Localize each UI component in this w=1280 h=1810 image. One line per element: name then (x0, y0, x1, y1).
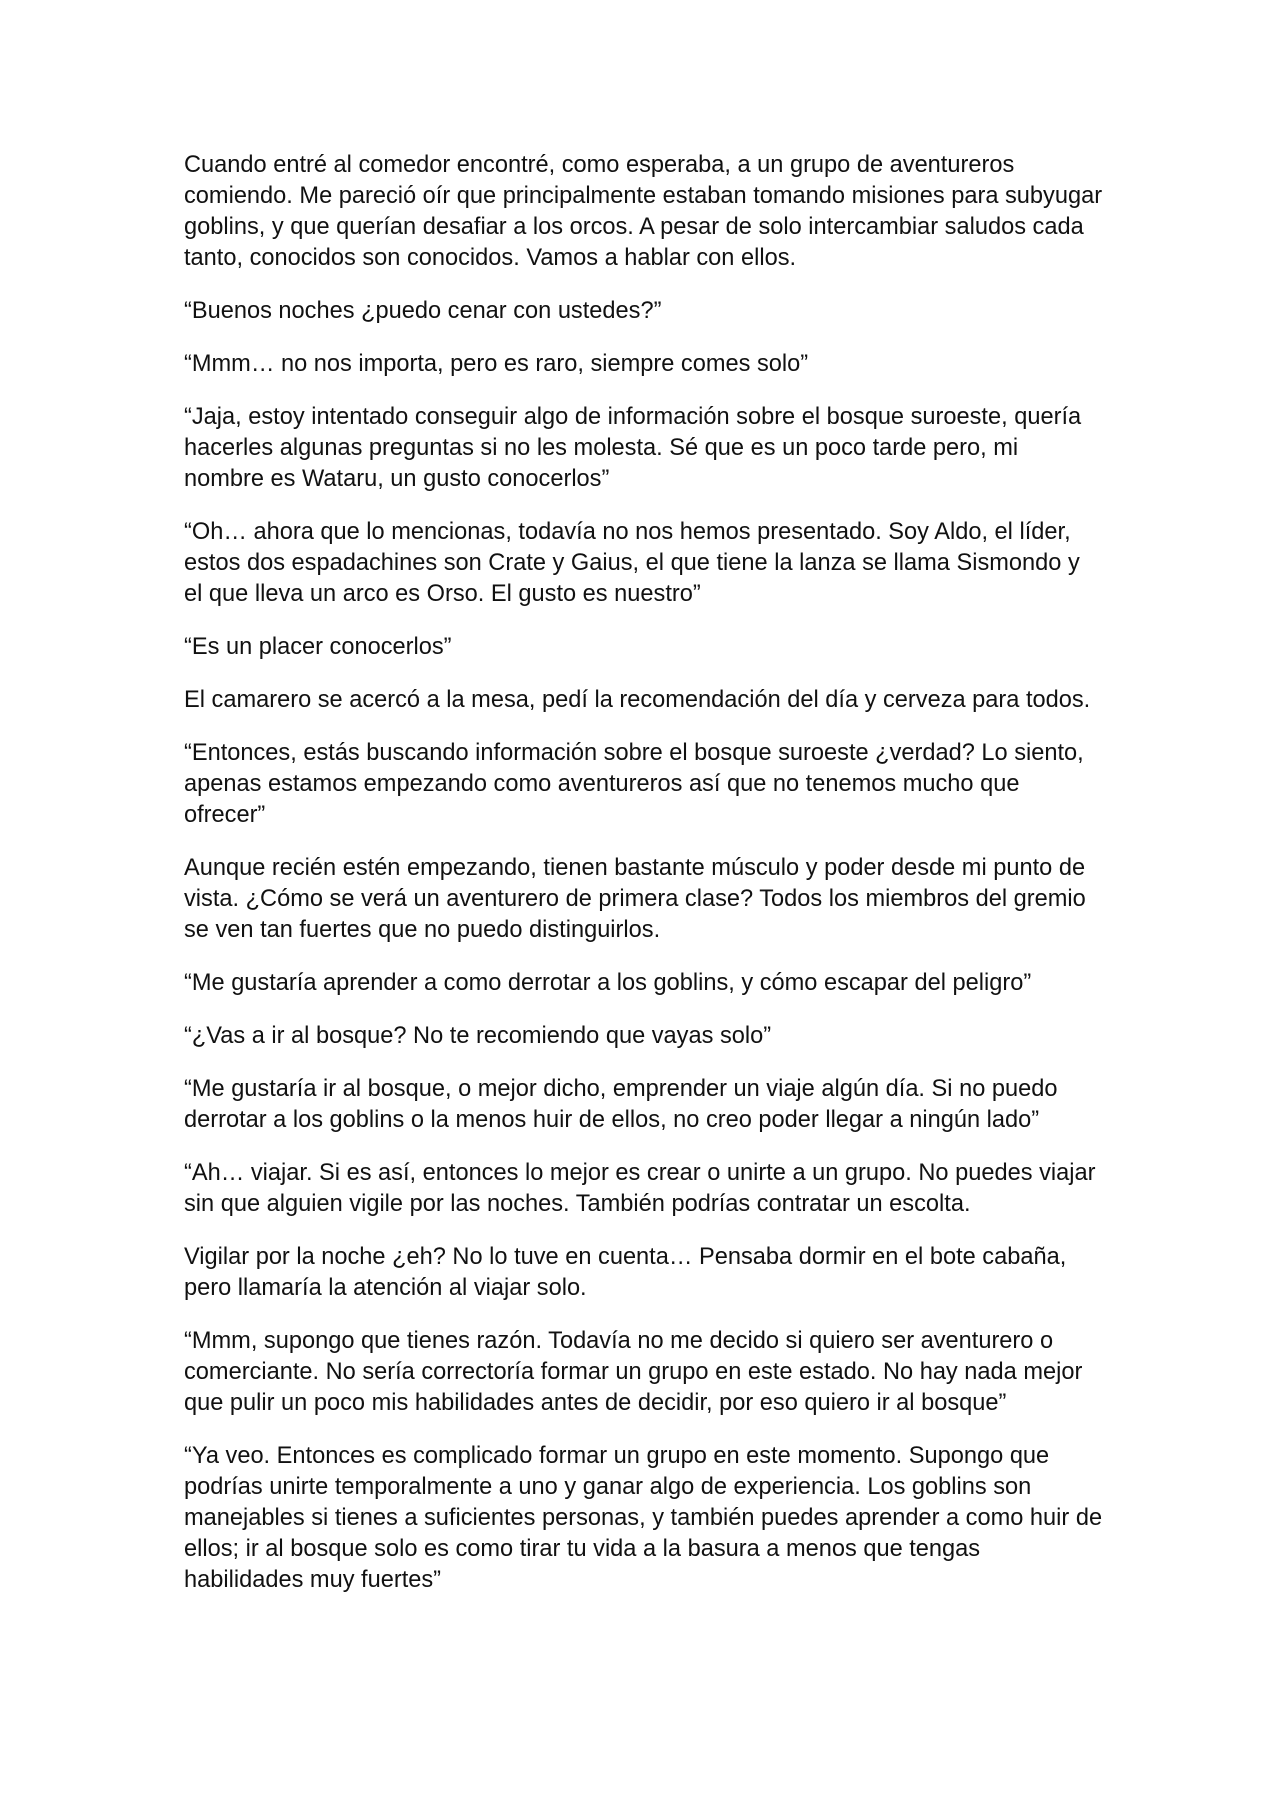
paragraph: “Mmm… no nos importa, pero es raro, siempre comes solo” (184, 351, 809, 377)
paragraph: “Oh… ahora que lo mencionas, todavía no nos hemos presentado. Soy Aldo, el líder, estos dos espadachines son Crate y Gaius, el que tiene la lanza se llama Sismondo y el que lleva un arco es Orso. El gusto es nuestro” (184, 519, 1080, 607)
paragraph: “Buenos noches ¿puedo cenar con ustedes?” (184, 298, 662, 324)
document-body (184, 150, 1104, 1618)
paragraph: “Jaja, estoy intentado conseguir algo de información sobre el bosque suroeste, quería hacerles algunas preguntas si no les molesta. Sé que es un poco tarde pero, mi nombre es Wataru, un gusto conocerlos” (184, 404, 1082, 492)
paragraph: Vigilar por la noche ¿eh? No lo tuve en cuenta… Pensaba dormir en el bote cabaña, pero llamaría la atención al viajar solo. (184, 1244, 1067, 1301)
paragraph: “¿Vas a ir al bosque? No te recomiendo que vayas solo” (184, 1023, 772, 1049)
paragraph: “Es un placer conocerlos” (184, 634, 452, 660)
paragraph: Cuando entré al comedor encontré, como esperaba, a un grupo de aventureros comiendo. Me pareció oír que principalmente estaban tomando misiones para subyugar goblins, y que querían desafiar a los orcos. A pesar de solo intercambiar saludos cada tanto, conocidos son conocidos. Vamos a hablar con ellos. (184, 152, 1103, 271)
paragraph: “Ah… viajar. Si es así, entonces lo mejor es crear o unirte a un grupo. No puedes viajar sin que alguien vigile por las noches. También podrías contratar un escolta. (184, 1160, 1096, 1217)
paragraph: El camarero se acercó a la mesa, pedí la recomendación del día y cerveza para todos. (184, 687, 1091, 713)
paragraph: “Entonces, estás buscando información sobre el bosque suroeste ¿verdad? Lo siento, apenas estamos empezando como aventureros así que no tenemos mucho que ofrecer” (184, 740, 1084, 828)
paragraph: “Mmm, supongo que tienes razón. Todavía no me decido si quiero ser aventurero o comerciante. No sería correctoría formar un grupo en este estado. No hay nada mejor que pulir un poco mis habilidades antes de decidir, por eso quiero ir al bosque” (184, 1328, 1083, 1416)
paragraph: “Ya veo. Entonces es complicado formar un grupo en este momento. Supongo que podrías unirte temporalmente a uno y ganar algo de experiencia. Los goblins son manejables si tienes a suficientes personas, y también puedes aprender a como huir de ellos; ir al bosque solo es como tirar tu vida a la basura a menos que tengas habilidades muy fuertes” (184, 1443, 1103, 1593)
paragraph: “Me gustaría ir al bosque, o mejor dicho, emprender un viaje algún día. Si no puedo derrotar a los goblins o la menos huir de ellos, no creo poder llegar a ningún lado” (184, 1076, 1058, 1133)
paragraph: Aunque recién estén empezando, tienen bastante músculo y poder desde mi punto de vista. ¿Cómo se verá un aventurero de primera clase? Todos los miembros del gremio se ven tan fuertes que no puedo distinguirlos. (184, 855, 1086, 943)
paragraph: “Me gustaría aprender a como derrotar a los goblins, y cómo escapar del peligro” (184, 970, 1032, 996)
